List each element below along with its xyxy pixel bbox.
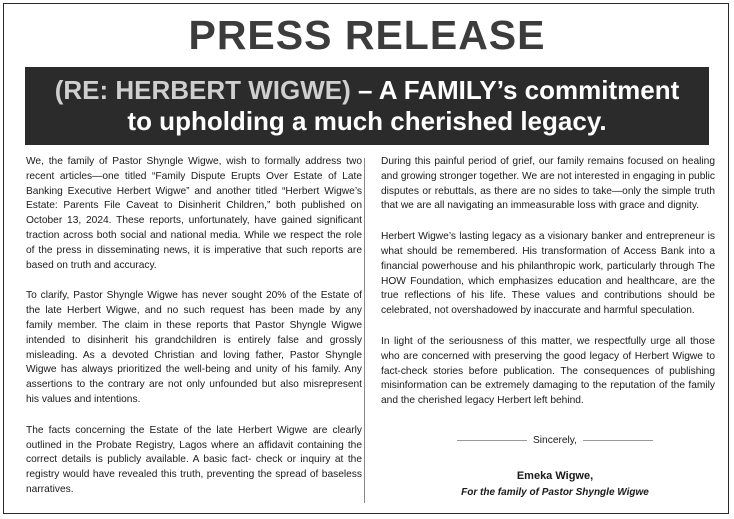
paragraph: To clarify, Pastor Shyngle Wigwe has never sought 20% of the Estate of the late Herbert Wigwe, and no such request has been made by any family member. The claim in these reports that Pastor Shyngle Wigwe intended to disinherit his grandchildren is entirely false and grossly misleading. As a devoted Christian and loving father, Pastor Shyngle Wigwe has always prioritized the well-being and unity of his family. Any assertions to the contrary are not only unfounded but also misrepresent his values and intentions. [26,290,362,405]
headline-line-1 [25,75,709,106]
paragraph: In light of the seriousness of this matter, we respectfully urge all those who are concerned with preserving the good legacy of Herbert Wigwe to fact-check stories before publication. The consequences of publishing misinformation can be extremely damaging to the reputation of the family and the cherished legacy Herbert left behind. [381,335,715,407]
paragraph: We, the family of Pastor Shyngle Wigwe, wish to formally address two recent articles—one titled “Family Dispute Erupts Over Estate of Late Banking Executive Herbert Wigwe” and another titled “Herbert Wigwe’s Estate: Parents File Caveat to Disinherit Children,” both published on October 13, 2024. These reports, unfortunately, have gained significant traction across both social and national media. While we respect the role of the press in disseminating news, it is imperative that such reports are based on truth and accuracy. [26,156,362,271]
headline-line-1-rest: – A FAMILY’s commitment [350,75,680,105]
closing-line [430,435,680,446]
signatory-name: Emeka Wigwe, [516,470,594,482]
right-column [381,155,715,425]
headline-re: (RE: HERBERT WIGWE) [54,75,351,105]
paragraph: Herbert Wigwe’s lasting legacy as a visionary banker and entrepreneur is what should be remembered. His transformation of Access Bank into a financial powerhouse and his philanthropic work, particularly through The HOW Foundation, which emphasizes education and healthcare, are the true reflections of his life. These values and contributions should be celebrated, not overshadowed by inaccurate and harmful speculation. [381,231,715,317]
column-divider [364,158,365,503]
page-title: PRESS RELEASE [188,12,546,58]
closing-rule-left [457,440,527,441]
signatory-affiliation: For the family of Pastor Shyngle Wigwe [461,487,649,498]
left-column [26,155,362,514]
paragraph: The facts concerning the Estate of the late Herbert Wigwe are clearly outlined in the Probate Registry, Lagos where an affidavit containing the correct details is publicly available. A basic fact- check or inquiry at the registry would have revealed this truth, preventing the spread of baseless narratives. [26,424,362,495]
headline-line-2: to upholding a much cherished legacy. [127,106,607,136]
closing-rule-right [583,440,653,441]
closing-text: Sincerely, [533,435,577,446]
headline-banner [25,67,709,145]
paragraph: During this painful period of grief, our family remains focused on healing and growing stronger together. We are not interested in engaging in public disputes or rebuttals, as there are no sides to take—only the simple truth that we are all navigating an immeasurable loss with grace and dignity. [381,156,715,212]
